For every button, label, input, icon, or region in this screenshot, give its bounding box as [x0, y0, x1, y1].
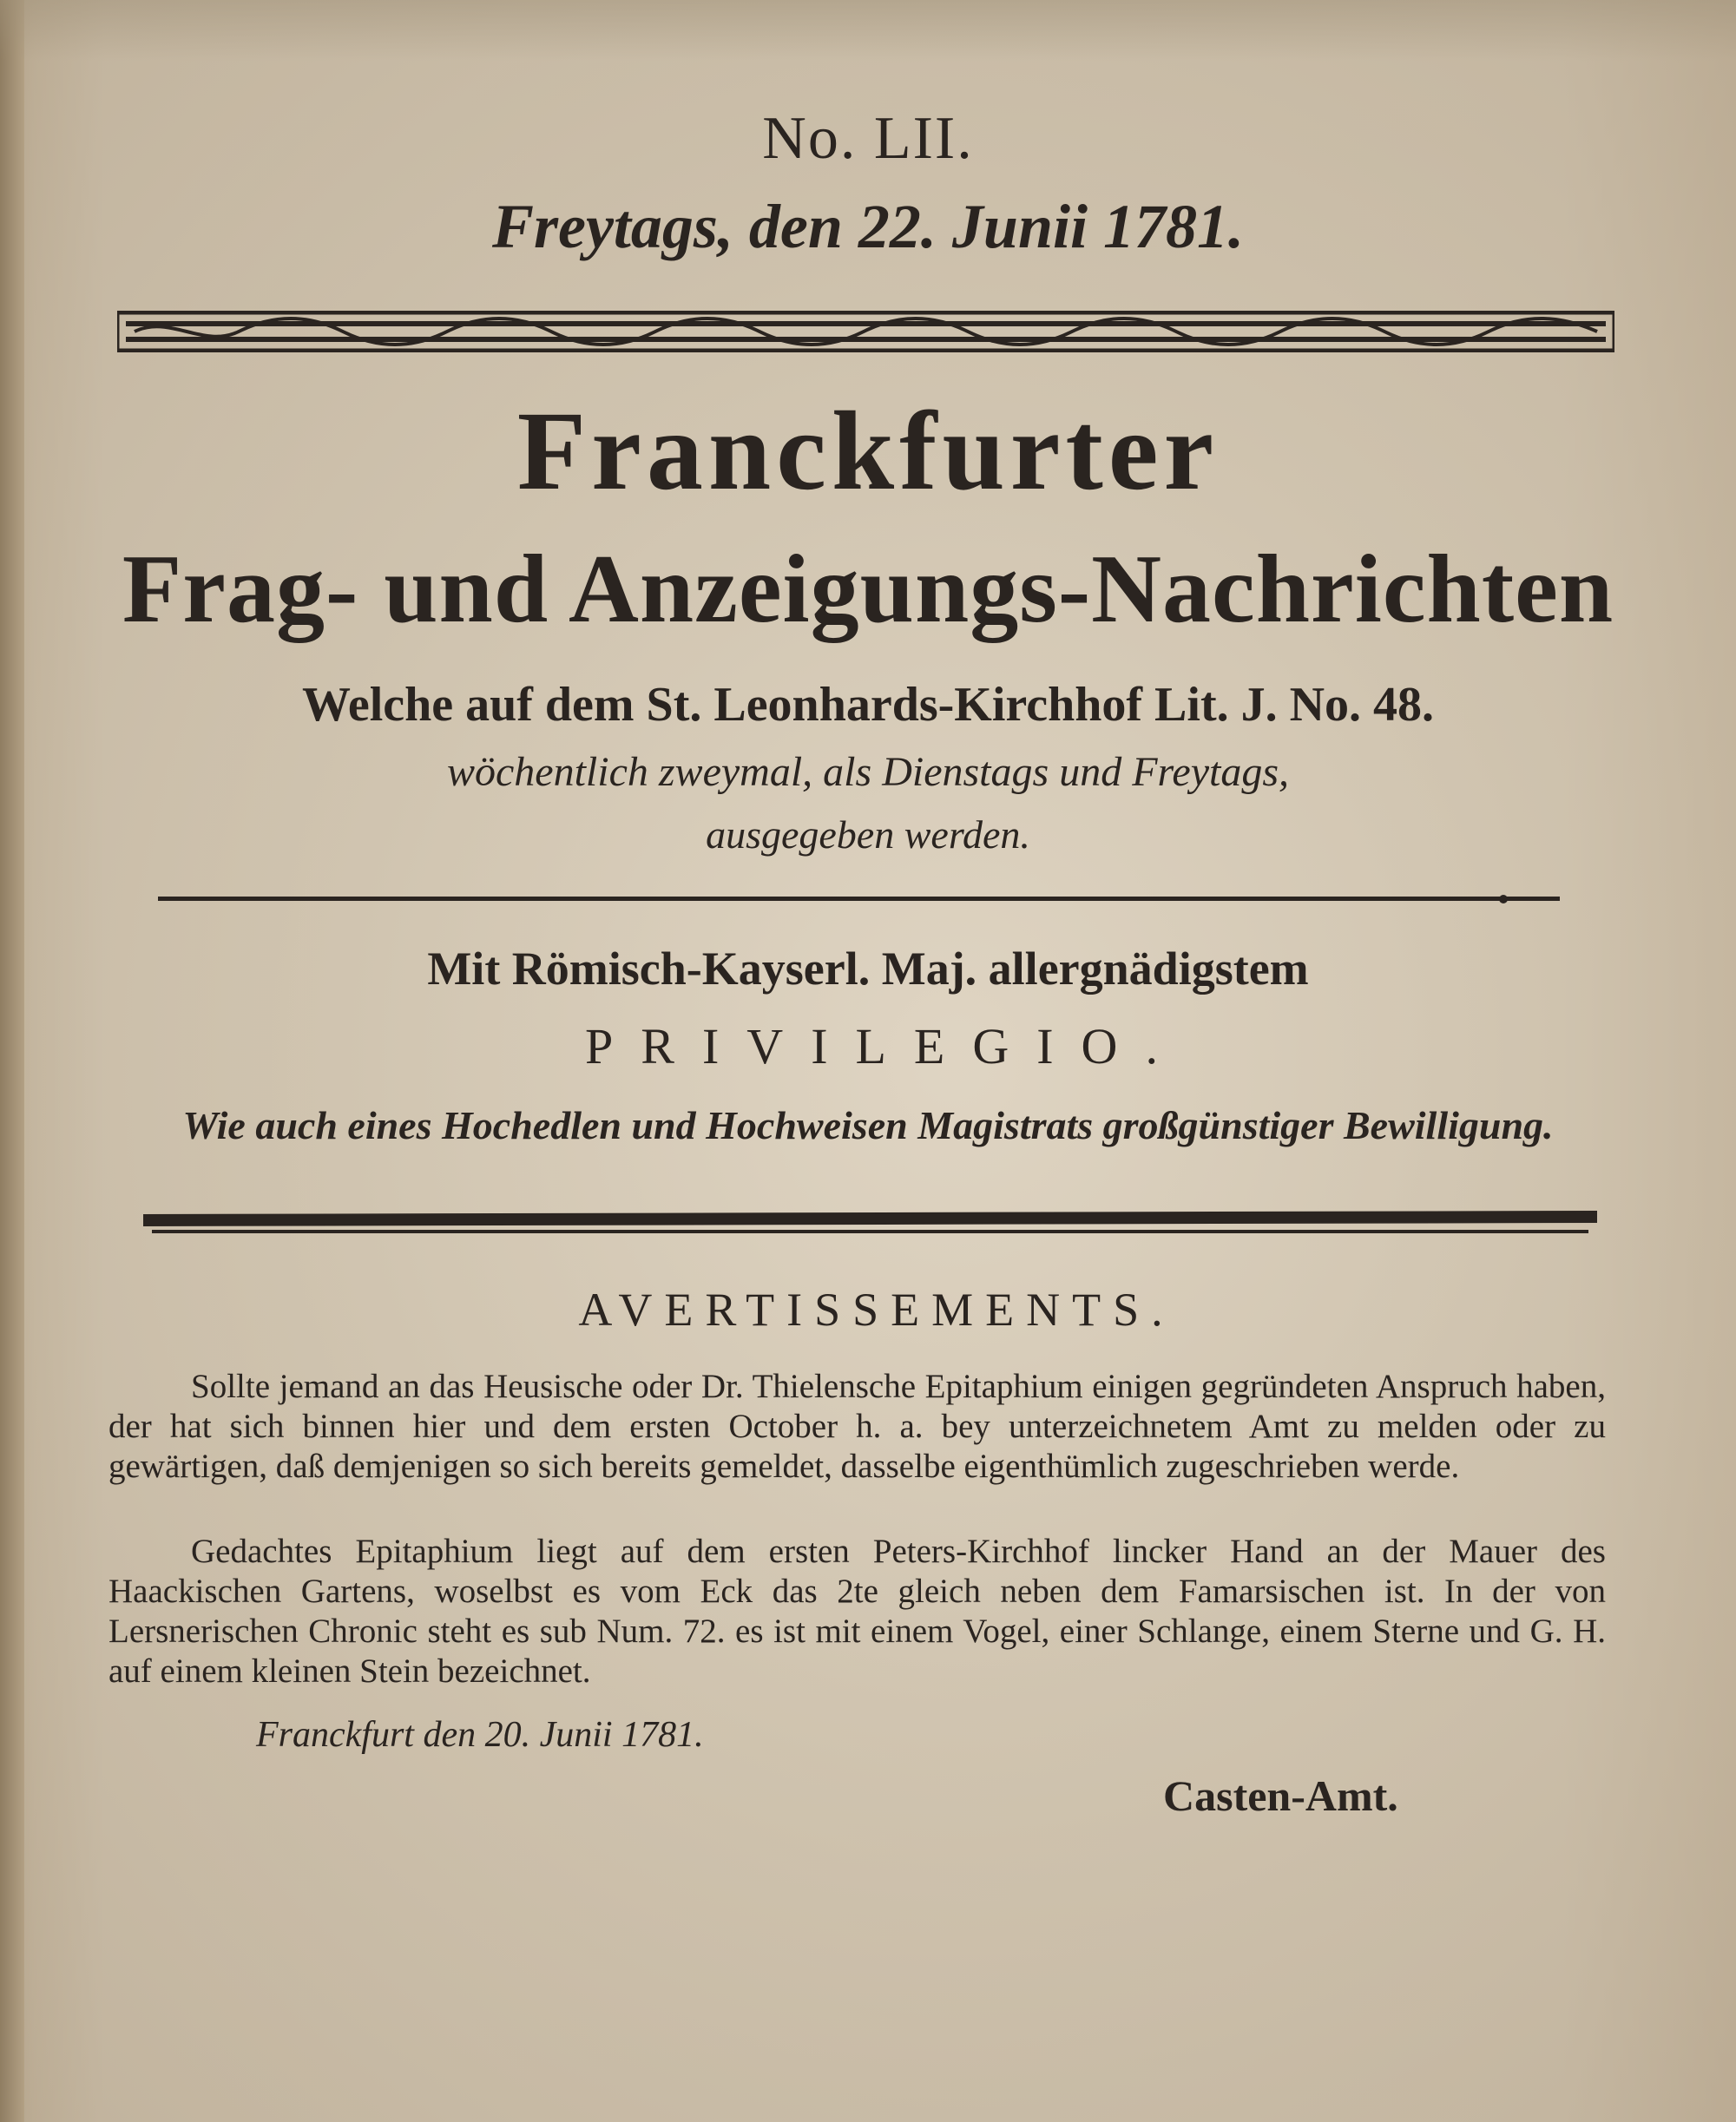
- publication-note: ausgegeben werden.: [706, 812, 1030, 857]
- section-heading: AVERTISSEMENTS.: [578, 1284, 1175, 1336]
- publication-schedule: wöchentlich zweymal, als Dienstags und Freytags,: [446, 749, 1290, 795]
- divider-rule-thin: [158, 894, 1560, 904]
- issue-number: No. LII.: [762, 105, 974, 172]
- privilege-line-3: Wie auch eines Hochedlen und Hochweisen Magistrats großgünstiger Bewilligung.: [182, 1103, 1554, 1147]
- page-top-shadow: [0, 0, 1736, 61]
- newspaper-title-line-2: Frag- und Anzeigungs-Nachrichten: [122, 535, 1614, 643]
- newspaper-title-line-1: Franckfurter: [516, 389, 1220, 514]
- issue-date: Freytags, den 22. Junii 1781.: [491, 192, 1245, 261]
- publisher-address: Welche auf dem St. Leonhards-Kirchhof Lit. J. No. 48.: [301, 678, 1435, 732]
- notice-paragraph-2: Gedachtes Epitaphium liegt auf dem ersten Peters-Kirchhof lincker Hand an der Mauer des Haackischen Gartens, woselbst es vom Eck das 2te gleich neben dem Famarsischen ist. In der von Lersnerischen Chronic steht es sub Num. 72. es ist mit einem Vogel, einer Schlange, einem Sterne und G. H. auf einem kleinen Stein bezeichnet.: [108, 1533, 1606, 1690]
- notice-dateline: Franckfurt den 20. Junii 1781.: [256, 1715, 704, 1755]
- ornamental-border: [117, 311, 1614, 352]
- privilege-heading: PRIVILEGIO.: [585, 1018, 1186, 1074]
- notice-paragraph-1: Sollte jemand an das Heusische oder Dr. Thielensche Epitaphium einigen gegründeten Anspruch haben, der hat sich binnen hier und dem ersten October h. a. bey unterzeichnetem Amt zu melden oder zu gewärtigen, daß demjenigen so sich bereits gemeldet, dasselbe eigenthümlich zugeschrieben werde.: [108, 1368, 1606, 1485]
- privilege-line-1: Mit Römisch-Kayserl. Maj. allergnädigstem: [427, 943, 1309, 995]
- divider-rule-thick: [143, 1202, 1597, 1237]
- notice-signature: Casten-Amt.: [1163, 1771, 1398, 1820]
